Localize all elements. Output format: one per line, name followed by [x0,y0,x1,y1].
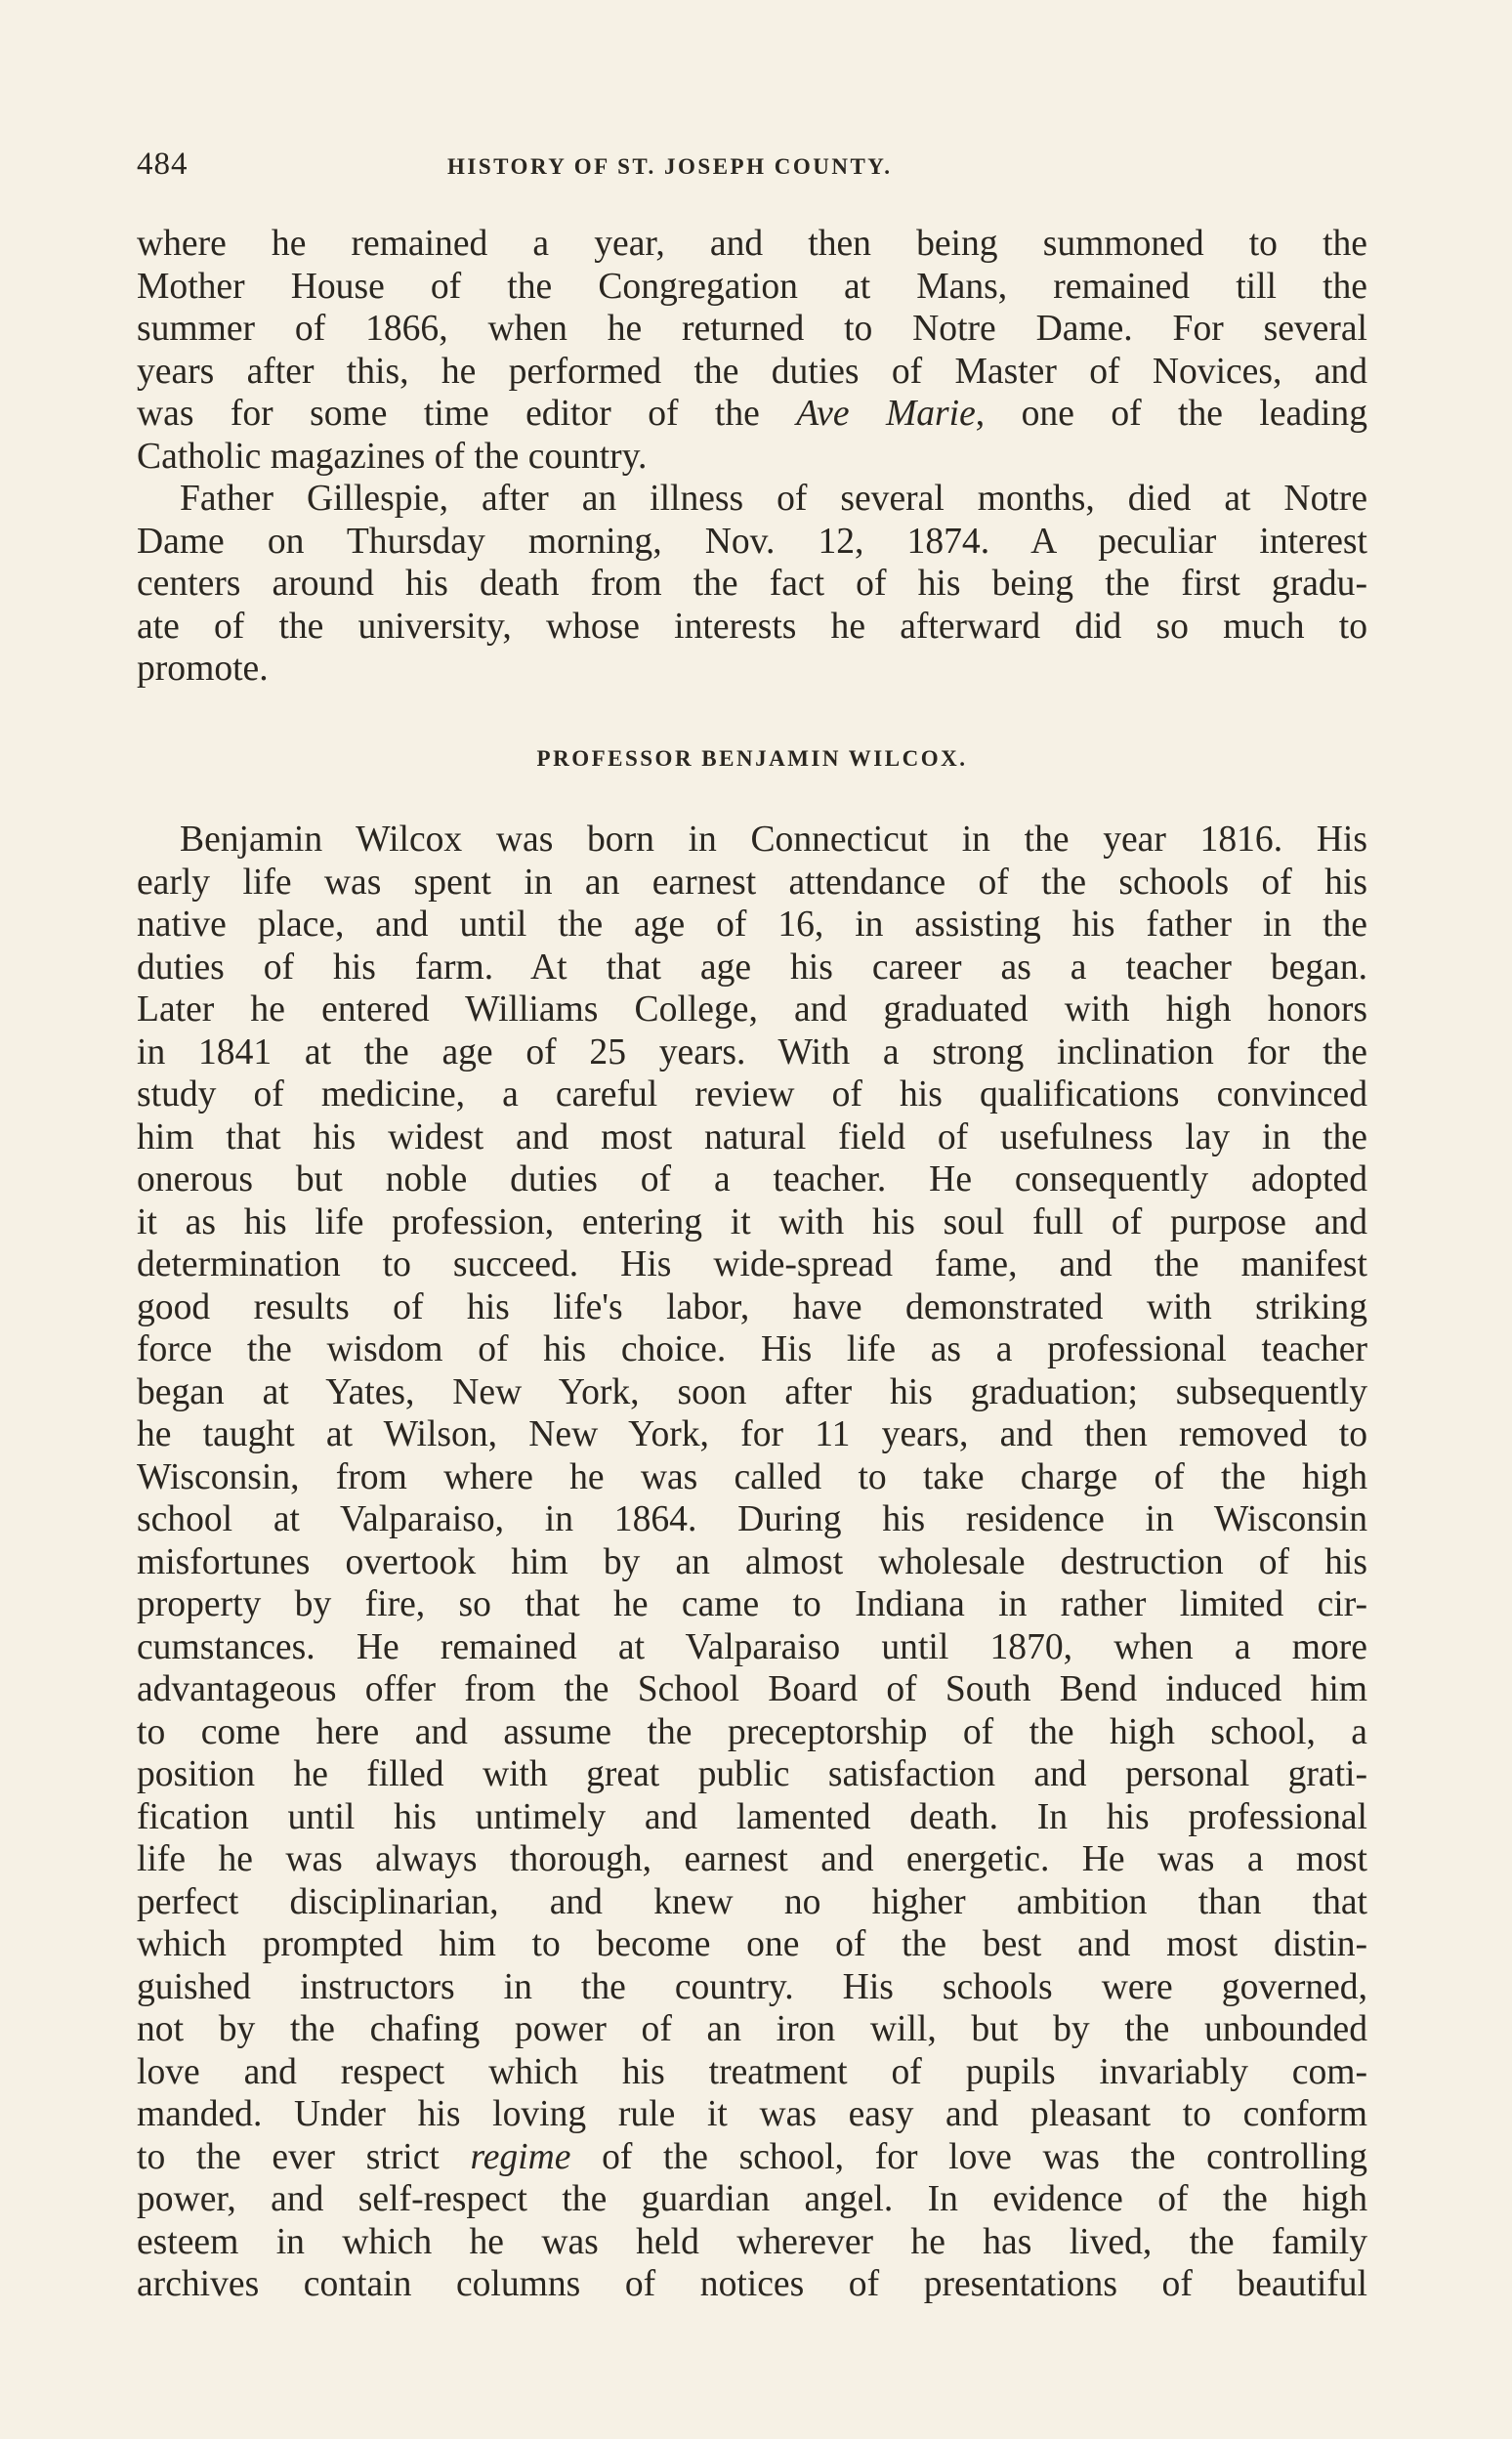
text-line: esteem in which he was held wherever he has lived, the family [137,2221,1367,2262]
body-text-section-2 [137,819,1367,2306]
paragraph-gillespie-death [137,478,1367,691]
text-line: life he was always thorough, earnest and energetic. He was a most [137,1839,1367,1879]
page-header [137,147,1367,186]
italic-title: Ave Marie [796,394,976,434]
text-line: early life was spent in an earnest attendance of the schools of his [137,862,1367,903]
text-line: property by fire, so that he came to Indiana in rather limited cir- [137,1584,1367,1624]
text-line: him that his widest and most natural field of usefulness lay in the [137,1116,1367,1157]
text-line: power, and self-respect the guardian angel. In evidence of the high [137,2179,1367,2219]
text-line: he taught at Wilson, New York, for 11 years, and then removed to [137,1414,1367,1454]
text-line: centers around his death from the fact of his being the first gradu- [137,564,1367,604]
text-fragment: of the school, for love was the controlling [570,2136,1368,2177]
text-line: school at Valparaiso, in 1864. During his residence in Wisconsin [137,1499,1367,1539]
text-line: fication until his untimely and lamented death. In his professional [137,1796,1367,1837]
text-line: archives contain columns of notices of presentations of beautiful [137,2264,1367,2304]
text-line: Benjamin Wilcox was born in Connecticut in the year 1816. His [180,820,1367,860]
text-line: which prompted him to become one of the best and most distin- [137,1924,1367,1964]
text-line: misfortunes overtook him by an almost wholesale destruction of his [137,1541,1367,1582]
text-line: where he remained a year, and then being summoned to the [137,224,1367,264]
text-line-with-italic [137,393,1367,436]
text-line: cumstances. He remained at Valparaiso until 1870, when a more [137,1626,1367,1667]
text-line: perfect disciplinarian, and knew no higher ambition than that [137,1881,1367,1922]
section-heading: PROFESSOR BENJAMIN WILCOX. [536,746,968,771]
italic-term: regime [470,2136,571,2177]
text-line: Later he entered Williams College, and graduated with high honors [137,989,1367,1030]
text-line: study of medicine, a careful review of his qualifications convinced [137,1074,1367,1114]
text-fragment: to the ever strict [137,2136,471,2177]
text-line: it as his life profession, entering it with his soul full of purpose and [137,1201,1367,1242]
text-line: Catholic magazines of the country. [137,436,648,477]
text-line: Father Gillespie, after an illness of several months, died at Notre [180,479,1367,519]
text-line: good results of his life's labor, have demonstrated with striking [137,1286,1367,1327]
text-line: advantageous offer from the School Board of South Bend induced him [137,1669,1367,1709]
text-fragment: was for some time editor of the [137,394,797,434]
text-line: Mother House of the Congregation at Mans, remained till the [137,266,1367,307]
text-line: to come here and assume the preceptorship of the high school, a [137,1711,1367,1752]
text-line: ate of the university, whose interests he afterward did so much to [137,606,1367,647]
text-line: years after this, he performed the duties of Master of Novices, and [137,351,1367,392]
text-line: promote. [137,649,269,689]
text-line: determination to succeed. His wide-spread fame, and the manifest [137,1244,1367,1284]
text-line: manded. Under his loving rule it was easy and pleasant to conform [137,2094,1367,2134]
text-line: duties of his farm. At that age his career as a teacher began. [137,946,1367,988]
text-line: Dame on Thursday morning, Nov. 12, 1874. A peculiar interest [137,521,1367,562]
text-line: guished instructors in the country. His schools were governed, [137,1966,1367,2007]
text-line: position he filled with great public satisfaction and personal grati- [137,1754,1367,1794]
text-line: began at Yates, New York, soon after his graduation; subsequently [137,1371,1367,1412]
text-line: love and respect which his treatment of pupils invariably com- [137,2051,1367,2092]
text-fragment: , one of the leading [975,394,1368,434]
text-line: force the wisdom of his choice. His life as a professional teacher [137,1329,1367,1369]
paragraph-wilcox-biography [137,819,1367,2306]
text-line: in 1841 at the age of 25 years. With a strong inclination for the [137,1031,1367,1072]
running-title: HISTORY OF ST. JOSEPH COUNTY. [447,154,893,179]
text-line: native place, and until the age of 16, in assisting his father in the [137,904,1367,945]
text-line: summer of 1866, when he returned to Notre Dame. For several [137,309,1367,349]
page-number: 484 [137,147,189,182]
text-line: not by the chafing power of an iron will, but by the unbounded [137,2009,1367,2049]
paragraph-continuation [137,223,1367,478]
body-text-section-1 [137,223,1367,691]
text-line: onerous but noble duties of a teacher. He consequently adopted [137,1159,1367,1199]
text-line-with-italic [137,2136,1367,2179]
text-line: Wisconsin, from where he was called to take charge of the high [137,1456,1367,1497]
